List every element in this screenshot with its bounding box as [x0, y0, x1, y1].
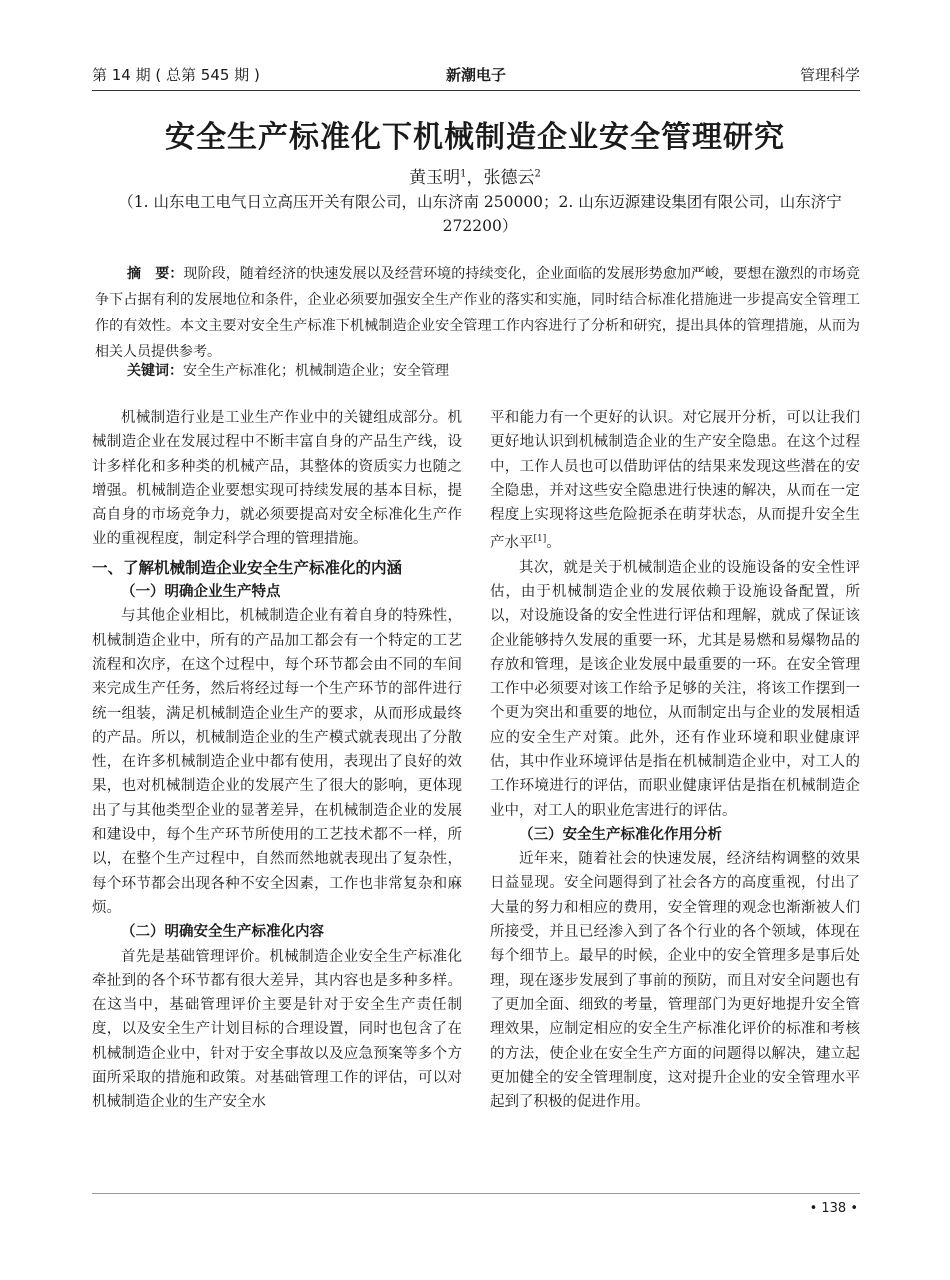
continued-text-end: 。 — [546, 535, 561, 552]
footer-rule — [92, 1193, 860, 1194]
paragraph-production-features: 与其他企业相比，机械制造企业有着自身的特殊性，机械制造企业中，所有的产品加工都会有一个特定的工艺流程和次序，在这个过程中，每个环节都会由不同的车间来完成生产任务，然后将经过每一个生产环节的部件进行统一组装，满足机械制造企业生产的要求，从而形成最终的产品。所以，机械制造企业的生产模式就表现出了分散性，在许多机械制造企业中都有使用，表现出了良好的效果，也对机械制造企业的发展产生了很大的影响，更体现出了与其他类型企业的显著差异，在机械制造企业的发展和建设中，每个生产环节所使用的工艺技术都不一样，所以，在整个生产过程中，自然而然地就表现出了复杂性，每个环节都会出现各种不安全因素，工作也非常复杂和麻烦。 — [92, 608, 462, 916]
author-separator: ， — [466, 168, 484, 188]
section-name: 管理科学 — [799, 66, 860, 84]
running-header — [92, 64, 860, 88]
issue-number: 第 14 期 ( 总第 545 期 ) — [92, 66, 260, 84]
author-2: 张德云 — [483, 168, 535, 188]
abstract-label: 摘 要： — [127, 266, 184, 282]
subsection-heading-1-2: （二）明确安全生产标准化内容 — [121, 924, 324, 941]
paragraph-equipment-safety: 其次，就是关于机械制造企业的设施设备的安全性评估，由于机械制造企业的发展依赖于设施设备配置，所以，对设施设备的安全性进行评估和理解，就成了保证该企业能够持久发展的重要一环，尤其是易燃和易爆物品的存放和管理，是该企业发展中最重要的一环。在安全管理工作中必须要对该工作给予足够的关注，将该工作摆到一个更为突出和重要的地位，从而制定出与企业的发展相适应的安全生产对策。此外，还有作业环境和职业健康评估，其中作业环境评估是指在机械制造企业中，对工人的工作环境进行的评估，而职业健康评估是指在机械制造企业中，对工人的职业危害进行的评估。 — [490, 559, 860, 819]
affiliations: （1. 山东电工电气日立高压开关有限公司，山东济南 250000；2. 山东迈源建设集团有限公司，山东济宁 272200） — [118, 193, 842, 235]
paragraph-basic-management-continued — [490, 406, 860, 556]
citation-ref-1: [1] — [533, 534, 547, 545]
body-column-right — [490, 406, 860, 1114]
keywords — [127, 360, 449, 380]
author-line — [0, 163, 950, 188]
abstract-text: 现阶段，随着经济的快速发展以及经营环境的持续变化，企业面临的发展形势愈加严峻，要想在激烈的市场竞争下占据有利的发展地位和条件，企业必须要加强安全生产作业的落实和实施，同时结合标准化措施进一步提高安全管理工作的有效性。本文主要对安全生产标准下机械制造企业安全管理工作内容进行了分析和研究，提出具体的管理措施，从而为相关人员提供参考。 — [95, 266, 861, 360]
subsection-heading-1-3: （三）安全生产标准化作用分析 — [519, 826, 722, 843]
header-rule — [92, 90, 860, 91]
page-number: • 138 • — [809, 1201, 858, 1216]
paragraph-basic-management: 首先是基础管理评价。机械制造企业安全生产标准化牵扯到的各个环节都有很大差异，其内容也是多种多样。在这当中，基础管理评价主要是针对于安全生产责任制度，以及安全生产计划目标的合理设置，同时也包含了在机械制造企业中，针对于安全事故以及应急预案等多个方面所采取的措施和政策。对基础管理工作的评估，可以对机械制造企业的生产安全水 — [92, 948, 462, 1111]
keywords-text: 安全生产标准化；机械制造企业；安全管理 — [183, 363, 449, 379]
paper-title: 安全生产标准化下机械制造企业安全管理研究 — [165, 120, 785, 155]
author-1-affil-mark: 1 — [460, 168, 467, 180]
section-heading-1: 一、了解机械制造企业安全生产标准化的内涵 — [92, 558, 403, 577]
intro-paragraph: 机械制造行业是工业生产作业中的关键组成部分。机械制造企业在发展过程中不断丰富自身的产品生产线，设计多样化和多种类的机械产品，其整体的资质实力也随之增强。机械制造企业要想实现可持续发展的基本目标，提高自身的市场竞争力，就必须要提高对安全标准化生产作业的重视程度，制定科学合理的管理措施。 — [92, 410, 462, 548]
journal-name: 新潮电子 — [445, 66, 506, 84]
body-column-left — [92, 406, 462, 1115]
abstract — [95, 261, 860, 365]
subsection-heading-1-1: （一）明确企业生产特点 — [121, 584, 281, 601]
keywords-label: 关键词： — [127, 363, 183, 379]
paragraph-standardization-role: 近年来，随着社会的快速发展，经济结构调整的效果日益显现。安全问题得到了社会各方的高度重视，付出了大量的努力和相应的费用，安全管理的观念也渐渐被人们所接受，并且已经渗入到了各个行业的各个领域，体现在每个细节上。最早的时候，企业中的安全管理多是事后处理，现在逐步发展到了事前的预防，而且对安全问题也有了更加全面、细致的考量，管理部门为更好地提升安全管理效果，应制定相应的安全生产标准化评价的标准和考核的方法，使企业在安全生产方面的问题得以解决，建立起更加健全的安全管理制度，这对提升企业的安全管理水平起到了积极的促进作用。 — [490, 851, 860, 1111]
continued-text: 平和能力有一个更好的认识。对它展开分析，可以让我们更好地认识到机械制造企业的生产安全隐患。在这个过程中，工作人员也可以借助评估的结果来发现这些潜在的安全隐患，并对这些安全隐患进行快速的解决，从而在一定程度上实现将这些危险扼杀在萌芽状态，从而提升安全生产水平 — [490, 410, 860, 552]
author-2-affil-mark: 2 — [534, 168, 541, 180]
author-1: 黄玉明 — [409, 168, 461, 188]
